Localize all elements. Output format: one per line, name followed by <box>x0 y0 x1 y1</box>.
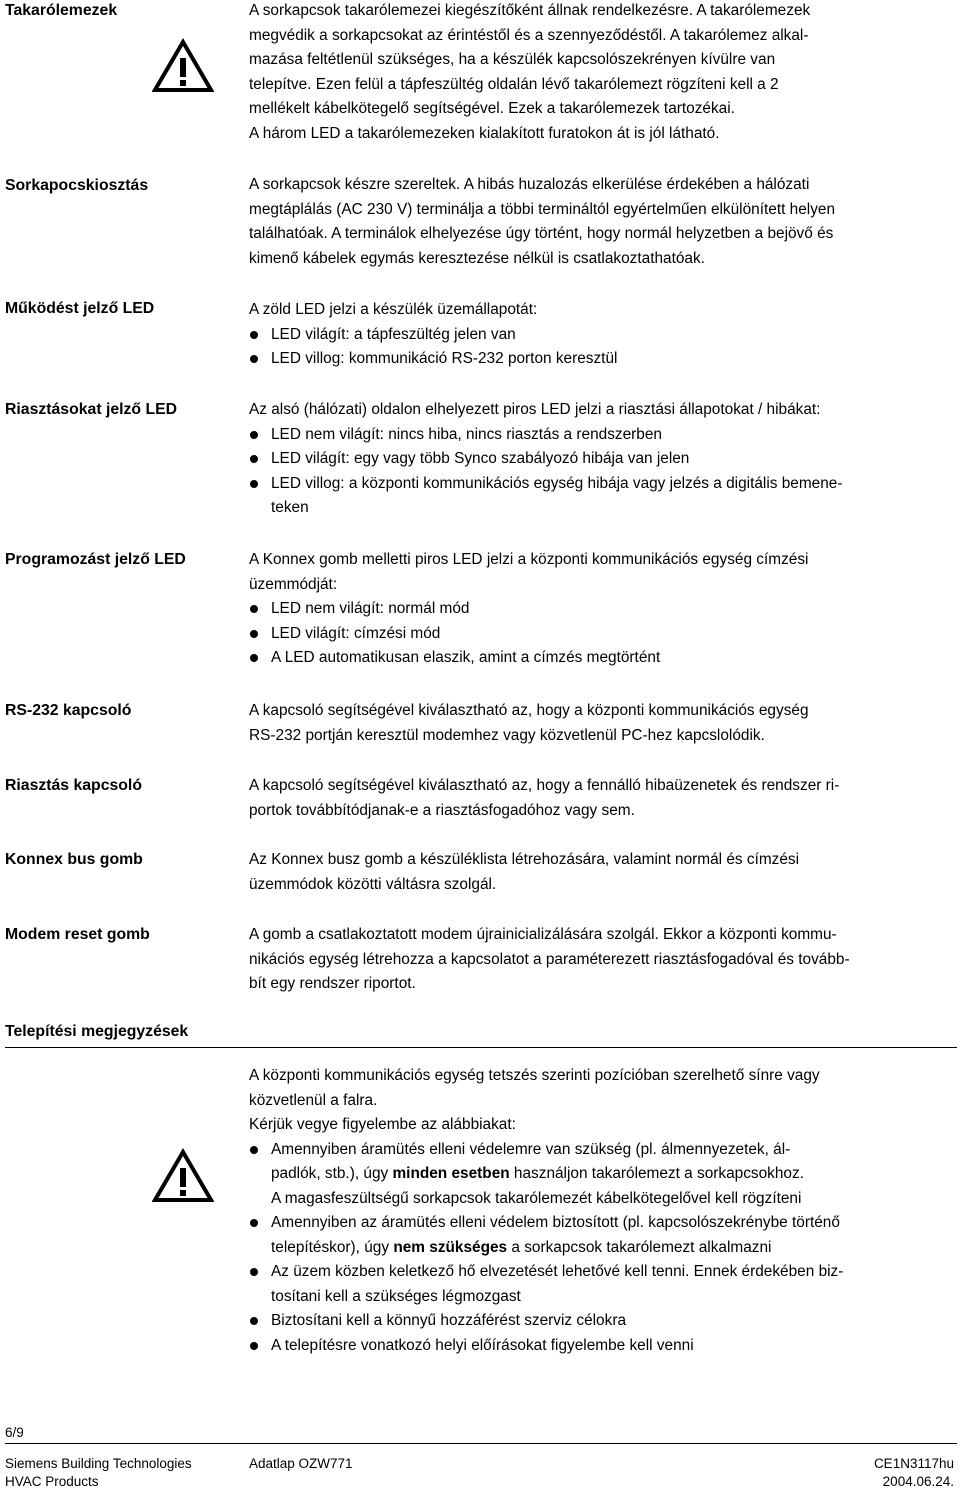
riasztas-kapcsolo-text: A kapcsoló segítségével kiválasztható az, hogy a fennálló hibaüzenetek és rendszer ri- portok továbbítódjanak-e a riasztásfogadóhoz vagy sem. <box>249 777 840 819</box>
heading-sorkapocskiosztas: Sorkapocskiosztás <box>5 177 149 194</box>
list-item: LED világít: a tápfeszültég jelen van <box>249 323 949 348</box>
programozas-text: A Konnex gomb melletti piros LED jelzi a központi kommunikációs egység címzési üzemmódját: LED nem világít: normál mód LED világít: címzési mód A LED automatikusan elaszik, amint a címzés megtörtént <box>249 548 949 671</box>
list-item: Biztosítani kell a könnyű hozzáférést szerviz célokra <box>249 1309 949 1334</box>
heading-programozast-jelzo-led: Programozást jelző LED <box>5 551 186 568</box>
list-item: A LED automatikusan elaszik, amint a címzés megtörtént <box>249 646 949 671</box>
heading-takarolemezek: Takarólemezek <box>5 2 118 19</box>
konnex-text: Az Konnex busz gomb a készüléklista létrehozására, valamint normál és címzési üzemmódok közötti váltásra szolgál. <box>249 851 800 893</box>
heading-modem-reset-gomb: Modem reset gomb <box>5 926 150 943</box>
list-item: Amennyiben az áramütés elleni védelem biztosított (pl. kapcsolószekrénybe történő telepítéskor), úgy nem szükséges a sorkapcsok takarólemezt alkalmazni <box>249 1211 949 1260</box>
sorkapocs-text: A sorkapcsok készre szereltek. A hibás huzalozás elkerülése érdekében a hálózati megtáplálás (AC 230 V) terminálja a többi termináltól egyértelműen elkülönített helyen találhatóak. A terminálok elhelyezése úgy történt, hogy normál helyzetben a bejövő és kimenő kábelek egymás keresztezése nélkül is csatlakoztathatóak. <box>249 176 836 267</box>
riasztas-led-text <box>249 398 949 521</box>
rs232-text: A kapcsoló segítségével kiválasztható az, hogy a központi kommunikációs egység RS-232 portján keresztül modemhez vagy közvetlenül PC-hez kapcslolódik. <box>249 702 809 744</box>
list-item: Az üzem közben keletkező hő elvezetését lehetővé kell tenni. Ennek érdekében biz- tosítani kell a szükséges légmozgast <box>249 1260 949 1309</box>
modem-text: A gomb a csatlakoztatott modem újrainicializálására szolgál. Ekkor a központi kommu- nikációs egység létrehozza a kapcsolatot a paraméterezett riasztásfogadóval és tovább- bít egy rendszer riportot. <box>249 926 850 992</box>
footer-datasheet: Adatlap OZW771 <box>249 1456 353 1471</box>
takarolemezek-text: A sorkapcsok takarólemezei kiegészítőként állnak rendelkezésre. A takarólemezek megvédik a sorkapcsokat az érintéstől és a szennyeződéstől. A takarólemez alkal- mazása feltétlenül szükséges, ha a készülék kapcsolószekrényen kívülre van telepítve. Ezen felül a tápfeszültég oldalán lévő takarólemezt rögzíteni kell a 2 mellékelt kábelkötegelő segítségével. Ezek a takarólemezek tartozékai. A három LED a takarólemezeken kialakított furatokon át is jól látható. <box>249 2 811 142</box>
heading-mukodest-jelzo-led: Működést jelző LED <box>5 300 155 317</box>
list-item: LED villog: a központi kommunikációs egység hibája vagy jelzés a digitális bemene- teken <box>249 472 949 521</box>
list-item: LED világít: címzési mód <box>249 622 949 647</box>
footer-company: Siemens Building Technologies <box>5 1456 192 1471</box>
list-item: LED villog: kommunikáció RS-232 porton keresztül <box>249 347 949 372</box>
list-item: Amennyiben áramütés elleni védelemre van szükség (pl. álmennyezetek, ál- padlók, stb.), úgy minden esetben használjon takarólemezt a sorkapcsokhoz. A magasfeszültségű sorkapcsok takarólemezét kábelkötegelővel kell rögzíteni <box>249 1138 949 1212</box>
list-item: LED világít: egy vagy több Synco szabályozó hibája van jelen <box>249 447 949 472</box>
list-item: LED nem világít: nincs hiba, nincs riasztás a rendszerben <box>249 423 949 448</box>
list-item: A telepítésre vonatkozó helyi előírásokat figyelembe kell venni <box>249 1334 949 1359</box>
mukodes-intro: A zöld LED jelzi a készülék üzemállapotát: <box>249 301 538 318</box>
footer-date: 2004.06.24. <box>882 1474 954 1489</box>
heading-riasztas-kapcsolo: Riasztás kapcsoló <box>5 777 142 794</box>
footer-division: HVAC Products <box>5 1474 99 1489</box>
list-item: LED nem világít: normál mód <box>249 597 949 622</box>
heading-riasztasokat-jelzo-led: Riasztásokat jelző LED <box>5 401 178 418</box>
mukodes-text <box>249 298 949 372</box>
heading-telepitesi-megjegyzesek: Telepítési megjegyzések <box>5 1023 189 1040</box>
section-divider <box>5 1047 957 1048</box>
heading-rs232-kapcsolo: RS-232 kapcsoló <box>5 702 132 719</box>
heading-konnex-bus-gomb: Konnex bus gomb <box>5 851 143 868</box>
warning-icon <box>152 38 214 93</box>
warning-icon <box>152 1148 214 1203</box>
installation-text: A központi kommunikációs egység tetszés szerinti pozícióban szerelhető sínre vagy közvetlenül a falra. Kérjük vegye figyelembe az alábbiakat: Amennyiben áramütés elleni védelemre van szükség (pl. álmennyezetek, ál- padlók, stb.), úgy minden esetben használjon takarólemezt a sorkapcsokhoz. A magasfeszültségű sorkapcsok takarólemezét kábelkötegelővel kell rögzíteni Amennyiben az áramütés elleni védelem biztosított (pl. kapcsolószekrénybe történő telepítéskor), úgy nem szükséges a sorkapcsok takarólemezt alkalmazni Az üzem közben keletkező hő elvezetését lehetővé kell tenni. Ennek érdekében biz- tosítani kell a szükséges légmozgast Biztosítani kell a könnyű hozzáférést szerviz célokra A telepítésre vonatkozó helyi előírásokat figyelembe kell venni <box>249 1064 949 1358</box>
footer-doc-id: CE1N3117hu <box>873 1456 954 1471</box>
footer-divider <box>5 1443 957 1444</box>
page-number: 6/9 <box>5 1425 24 1440</box>
riasztas-led-intro: Az alsó (hálózati) oldalon elhelyezett piros LED jelzi a riasztási állapotokat / hibákat: <box>249 401 821 418</box>
